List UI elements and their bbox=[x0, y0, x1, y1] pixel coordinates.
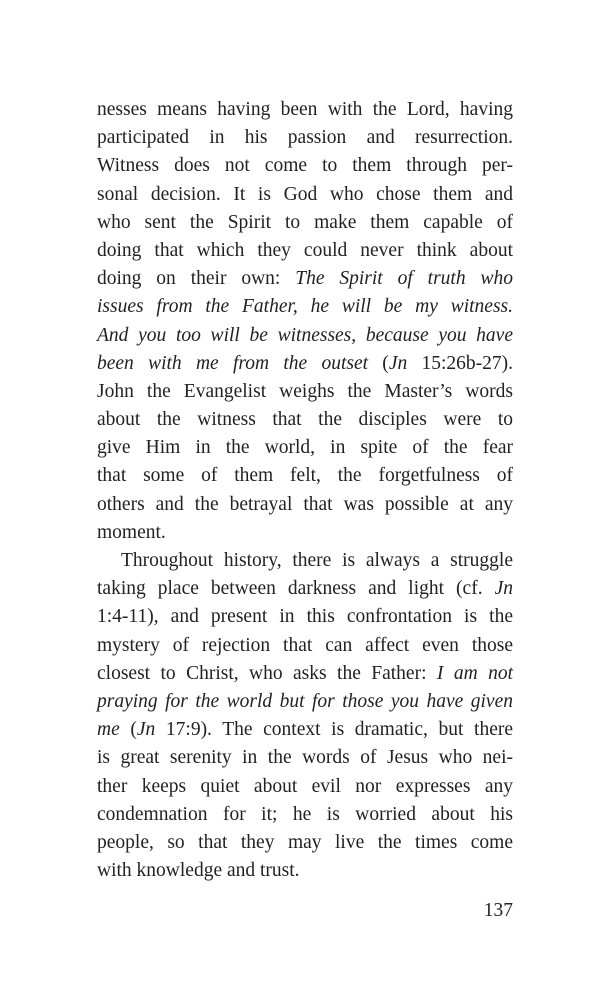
text-run: is great serenity in the words of Jesus who nei- bbox=[97, 747, 513, 769]
text-line bbox=[97, 744, 513, 772]
italic-text: praying for the world but for those you have given bbox=[97, 690, 513, 712]
text-run: Witness does not come to them through per- bbox=[97, 155, 513, 177]
text-line bbox=[97, 547, 513, 575]
text-line bbox=[97, 322, 513, 350]
italic-text: Jn bbox=[494, 578, 513, 600]
text-line bbox=[97, 857, 513, 885]
text-line bbox=[97, 519, 513, 547]
text-run: 15:26b-27). bbox=[407, 352, 514, 374]
text-run: closest to Christ, who asks the Father: bbox=[97, 662, 437, 684]
text-run: people, so that they may live the times come bbox=[97, 831, 513, 853]
italic-text: Jn bbox=[388, 352, 408, 374]
text-line bbox=[97, 773, 513, 801]
text-line bbox=[97, 152, 513, 180]
italic-text: I am not bbox=[436, 662, 513, 684]
italic-text: issues from the Father, he will be my witness. bbox=[97, 296, 513, 318]
text-line bbox=[97, 801, 513, 829]
text-run: nesses means having been with the Lord, having bbox=[97, 99, 513, 120]
italic-text: Jn bbox=[136, 719, 156, 741]
text-run: participated in his passion and resurrection. bbox=[97, 127, 513, 149]
text-line bbox=[97, 716, 513, 744]
text-run: who sent the Spirit to make them capable of bbox=[97, 211, 513, 233]
italic-text: The Spirit of truth who bbox=[295, 268, 513, 290]
text-run: ther keeps quiet about evil nor expresses any bbox=[97, 775, 513, 797]
text-line bbox=[97, 378, 513, 406]
paragraph bbox=[97, 547, 513, 885]
text-run: taking place between darkness and light (cf. bbox=[97, 578, 495, 600]
text-line bbox=[97, 237, 513, 265]
text-run: 1:4-11), and present in this confrontation is the bbox=[97, 606, 513, 628]
text-run: ( bbox=[119, 719, 137, 741]
text-line bbox=[97, 350, 513, 378]
text-run: about the witness that the disciples were to bbox=[97, 409, 513, 431]
text-run: condemnation for it; he is worried about his bbox=[97, 803, 513, 825]
text-line bbox=[97, 209, 513, 237]
text-run: doing on their own: bbox=[97, 268, 296, 290]
italic-text: me bbox=[97, 719, 120, 741]
text-run: John the Evangelist weighs the Master’s words bbox=[97, 380, 513, 402]
text-run: sonal decision. It is God who chose them and bbox=[97, 183, 513, 205]
italic-text: And you too will be witnesses, because you have bbox=[97, 324, 513, 346]
text-run: 17:9). The context is dramatic, but there bbox=[155, 719, 513, 741]
text-run: others and the betrayal that was possible at any bbox=[97, 493, 513, 515]
italic-text: been with me from the outset bbox=[97, 352, 369, 374]
text-line bbox=[97, 293, 513, 321]
body-text bbox=[97, 96, 513, 885]
text-line bbox=[97, 462, 513, 490]
text-line bbox=[97, 575, 513, 603]
text-run: that some of them felt, the forgetfulness of bbox=[97, 465, 513, 487]
text-run: ( bbox=[368, 352, 389, 374]
text-run: Throughout history, there is always a struggle bbox=[121, 550, 513, 571]
text-line bbox=[97, 688, 513, 716]
text-line bbox=[97, 491, 513, 519]
text-run: give Him in the world, in spite of the fear bbox=[97, 437, 513, 459]
text-line bbox=[97, 96, 513, 124]
text-line bbox=[97, 124, 513, 152]
text-run: mystery of rejection that can affect even those bbox=[97, 634, 513, 656]
text-line bbox=[97, 406, 513, 434]
text-line bbox=[97, 265, 513, 293]
text-line bbox=[97, 660, 513, 688]
text-line bbox=[97, 181, 513, 209]
text-run: with knowledge and trust. bbox=[97, 860, 300, 882]
text-run: doing that which they could never think about bbox=[97, 239, 513, 261]
paragraph bbox=[97, 96, 513, 547]
text-line bbox=[97, 632, 513, 660]
text-line bbox=[97, 434, 513, 462]
text-run: moment. bbox=[97, 521, 166, 543]
page-number: 137 bbox=[483, 900, 513, 921]
text-line bbox=[97, 603, 513, 631]
text-line bbox=[97, 829, 513, 857]
